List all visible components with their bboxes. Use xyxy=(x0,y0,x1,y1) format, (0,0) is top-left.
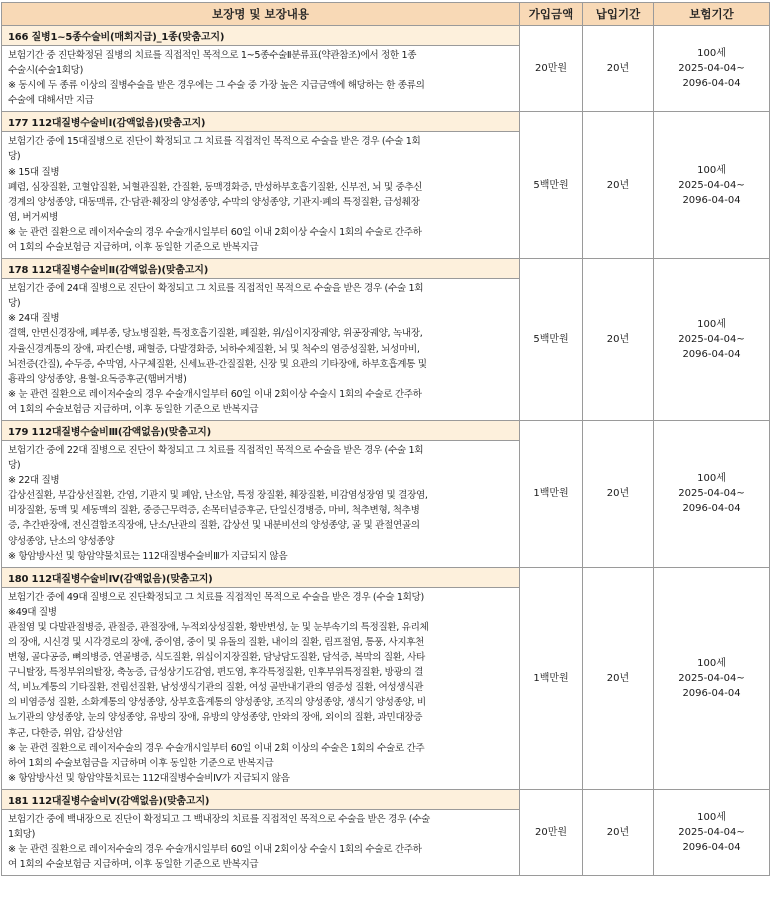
period-line: 100세 xyxy=(697,812,726,824)
period-line: 100세 xyxy=(697,473,726,485)
coverage-amount: 1백만원 xyxy=(520,567,583,789)
coverage-amount: 20만원 xyxy=(520,26,583,112)
coverage-title-row xyxy=(2,259,770,279)
period-line: 2025-04-04~ xyxy=(678,334,745,346)
coverage-amount: 5백만원 xyxy=(520,259,583,421)
description-line: ※ 눈 관련 질환으로 레이저수술의 경우 수술개시일부터 60일 이내 2회 이상의 수술은 1회의 수술로 간주 xyxy=(8,742,425,754)
description-line: 흉곽의 양성종양, 용혈-요독증후군(햄버거병) xyxy=(8,373,187,385)
coverage-title: 181 112대질병수술비Ⅴ(감액없음)(맞춤고지) xyxy=(2,789,520,809)
description-line: 당) xyxy=(8,298,21,310)
period-line: 100세 xyxy=(697,164,726,176)
description-line: 의 비염증성 질환, 소화계통의 양성종양, 상부호흡계통의 양성종양, 조직의 양성종양, 생식기 양성종양, 비 xyxy=(8,697,426,709)
description-line: 염, 버거씨병 xyxy=(8,211,58,223)
description-line: 변형, 골다공증, 뼈의병증, 연골병증, 식도질환, 위십이지장질환, 담낭담도질환, 담석증, 복막의 질환, 사타 xyxy=(8,652,425,664)
coverage-description xyxy=(2,279,520,421)
description-line: 여 1회의 수술보험금 지급하며, 이후 동일한 기준으로 반복지급 xyxy=(8,403,259,415)
description-line: 결핵, 안면신경장애, 폐부종, 당뇨병질환, 특정호흡기질환, 폐질환, 위/십이지장궤양, 위공장궤양, 녹내장, xyxy=(8,328,423,340)
coverage-description xyxy=(2,440,520,567)
coverage-title-row xyxy=(2,567,770,587)
description-line: 하여 1회의 수술보험금을 지급하며 이후 동일한 기준으로 반복지급 xyxy=(8,757,274,769)
period-line: 2096-04-04 xyxy=(682,503,741,515)
period-line: 2096-04-04 xyxy=(682,842,741,854)
period-line: 2025-04-04~ xyxy=(678,488,745,500)
period-line: 2025-04-04~ xyxy=(678,63,745,75)
description-line: ※ 눈 관련 질환으로 레이저수술의 경우 수술개시일부터 60일 이내 2회이상 수술시 1회의 수술로 간주하 xyxy=(8,844,422,856)
description-line: 후군, 다한증, 위암, 갑상선암 xyxy=(8,727,123,739)
coverage-payment-period: 20년 xyxy=(583,789,654,875)
coverage-description xyxy=(2,587,520,789)
description-line: 뇨기관의 양성종양, 눈의 양성종양, 유방의 장애, 유방의 양성종양, 안와의 장애, 외이의 질환, 과민대장증 xyxy=(8,712,423,724)
description-line: 뇌전증(간질), 수두증, 수막염, 사구체질환, 신세뇨관-간질질환, 신장 및 요관의 기타장애, 하부호흡계통 및 xyxy=(8,358,427,370)
description-line: 경계의 양성종양, 대동맥류, 간·담관·췌장의 양성종양, 수막의 양성종양, 기관지·폐의 특정질환, 급성췌장 xyxy=(8,196,420,208)
coverage-payment-period: 20년 xyxy=(583,420,654,567)
coverage-insurance-period xyxy=(654,26,770,112)
description-line: 보험기간 중 진단확정된 질병의 치료를 직접적인 목적으로 1~5종수술Ⅱ분류표(약관참조)에서 정한 1종 xyxy=(8,50,417,61)
description-line: ※ 24대 질병 xyxy=(8,313,60,325)
period-line: 100세 xyxy=(697,319,726,331)
header-row xyxy=(2,3,770,26)
description-line: ※ 항암방사선 및 항암약물치료는 112대질병수술비Ⅲ가 지급되지 않음 xyxy=(8,550,288,562)
period-line: 2096-04-04 xyxy=(682,687,741,699)
description-line: 여 1회의 수술보험금 지급하며, 이후 동일한 기준으로 반복지급 xyxy=(8,859,259,871)
description-line: ※ 22대 질병 xyxy=(8,475,60,487)
header-amount: 가입금액 xyxy=(520,3,583,26)
description-line: 증, 추간판장애, 전신결합조직장애, 난소/난관의 질환, 갑상선 및 내분비선의 양성종양, 골 및 관절연골의 xyxy=(8,520,420,532)
description-line: ※ 동시에 두 종류 이상의 질병수술을 받은 경우에는 그 수술 중 가장 높은 지급금액에 해당하는 한 종류의 xyxy=(8,80,425,92)
coverage-payment-period: 20년 xyxy=(583,259,654,421)
description-line: ※ 눈 관련 질환으로 레이저수술의 경우 수술개시일부터 60일 이내 2회이상 수술시 1회의 수술로 간주하 xyxy=(8,226,422,238)
coverage-amount: 5백만원 xyxy=(520,112,583,259)
description-line: 폐렴, 심장질환, 고혈압질환, 뇌혈관질환, 간질환, 동맥경화증, 만성하부호흡기질환, 신부전, 뇌 및 중추신 xyxy=(8,181,423,193)
coverage-payment-period: 20년 xyxy=(583,26,654,112)
coverage-title-row xyxy=(2,789,770,809)
period-line: 2096-04-04 xyxy=(682,349,741,361)
description-line: 관절염 및 다발관절병증, 관절증, 관절장애, 누적외상성질환, 황반변성, 눈 및 눈부속기의 특정질환, 유리체 xyxy=(8,621,429,633)
header-coverage-name: 보장명 및 보장내용 xyxy=(2,3,520,26)
description-line: 양성종양, 난소의 양성종양 xyxy=(8,535,115,547)
coverage-title-row xyxy=(2,420,770,440)
coverage-title: 180 112대질병수술비Ⅳ(감액없음)(맞춤고지) xyxy=(2,567,520,587)
description-line: 보험기간 중에 24대 질병으로 진단이 확정되고 그 치료를 직접적인 목적으로 수술을 받은 경우 (수술 1회 xyxy=(8,283,424,295)
coverage-insurance-period xyxy=(654,112,770,259)
description-line: 수술에 대해서만 지급 xyxy=(8,95,94,107)
description-line: 보험기간 중에 22대 질병으로 진단이 확정되고 그 치료를 직접적인 목적으로 수술을 받은 경우 (수술 1회 xyxy=(8,444,424,456)
description-line: ※ 15대 질병 xyxy=(8,166,60,178)
coverage-description xyxy=(2,809,520,875)
description-line: 보험기간 중에 백내장으로 진단이 확정되고 그 백내장의 치료를 직접적인 목적으로 수술을 받은 경우 (수술 xyxy=(8,813,430,825)
description-line: ※ 항암방사선 및 항암약물치료는 112대질병수술비Ⅳ가 지급되지 않음 xyxy=(8,772,290,784)
coverage-title-row xyxy=(2,112,770,132)
coverage-description xyxy=(2,46,520,112)
coverage-title-row xyxy=(2,26,770,46)
description-line: 자율신경계통의 장애, 파킨슨병, 패혈증, 다발경화증, 뇌하수체질환, 뇌 및 척수의 염증성질환, 뇌성마비, xyxy=(8,343,420,355)
description-line: 1회당) xyxy=(8,829,35,841)
coverage-description xyxy=(2,132,520,259)
coverage-amount: 20만원 xyxy=(520,789,583,875)
description-line: ※ 눈 관련 질환으로 레이저수술의 경우 수술개시일부터 60일 이내 2회이상 수술시 1회의 수술로 간주하 xyxy=(8,388,422,400)
header-payment-period: 납입기간 xyxy=(583,3,654,26)
description-line: 갑상선질환, 부갑상선질환, 간염, 기관지 및 폐암, 난소암, 특정 장질환, 췌장질환, 비감염성장염 및 결장염, xyxy=(8,490,428,502)
period-line: 100세 xyxy=(697,48,726,60)
coverage-title: 177 112대질병수술비Ⅰ(감액없음)(맞춤고지) xyxy=(2,112,520,132)
description-line: 당) xyxy=(8,151,21,163)
coverage-insurance-period xyxy=(654,259,770,421)
description-line: 수술시(수술1회당) xyxy=(8,65,83,77)
coverage-title: 178 112대질병수술비Ⅱ(감액없음)(맞춤고지) xyxy=(2,259,520,279)
coverage-payment-period: 20년 xyxy=(583,112,654,259)
description-line: 여 1회의 수술보험금 지급하며, 이후 동일한 기준으로 반복지급 xyxy=(8,242,259,254)
coverage-insurance-period xyxy=(654,567,770,789)
period-line: 100세 xyxy=(697,657,726,669)
coverage-title: 166 질병1~5종수술비(매회지급)_1종(맞춤고지) xyxy=(2,26,520,46)
description-line: 비장질환, 동맥 및 세동맥의 질환, 중증근무력증, 손목터널증후군, 단일신경병증, 마비, 척추변형, 척추병 xyxy=(8,505,420,517)
description-line: ※49대 질병 xyxy=(8,606,57,618)
header-insurance-period: 보험기간 xyxy=(654,3,770,26)
description-line: 구니탈장, 특정부위의탈장, 축농증, 급성상기도감염, 편도염, 후각특정질환, 인후부위특정질환, 방광의 결 xyxy=(8,667,424,679)
coverage-amount: 1백만원 xyxy=(520,420,583,567)
period-line: 2025-04-04~ xyxy=(678,672,745,684)
coverage-table xyxy=(1,2,770,876)
description-line: 석, 비뇨계통의 기타질환, 전립선질환, 남성생식기관의 질환, 여성 골반내기관의 염증성 질환, 여성생식관 xyxy=(8,682,424,694)
description-line: 보험기간 중에 49대 질병으로 진단확정되고 그 치료를 직접적인 목적으로 수술을 받은 경우 (수술 1회당) xyxy=(8,591,424,603)
period-line: 2025-04-04~ xyxy=(678,179,745,191)
period-line: 2025-04-04~ xyxy=(678,827,745,839)
coverage-payment-period: 20년 xyxy=(583,567,654,789)
description-line: 당) xyxy=(8,460,21,472)
coverage-insurance-period xyxy=(654,789,770,875)
description-line: 보험기간 중에 15대질병으로 진단이 확정되고 그 치료를 직접적인 목적으로 수술을 받은 경우 (수술 1회 xyxy=(8,136,421,148)
period-line: 2096-04-04 xyxy=(682,78,741,90)
period-line: 2096-04-04 xyxy=(682,194,741,206)
description-line: 의 장애, 시신경 및 시각경로의 장애, 중이염, 중이 및 유돌의 질환, 내이의 질환, 림프절염, 통풍, 사지후천 xyxy=(8,637,425,648)
coverage-title: 179 112대질병수술비Ⅲ(감액없음)(맞춤고지) xyxy=(2,420,520,440)
coverage-insurance-period xyxy=(654,420,770,567)
